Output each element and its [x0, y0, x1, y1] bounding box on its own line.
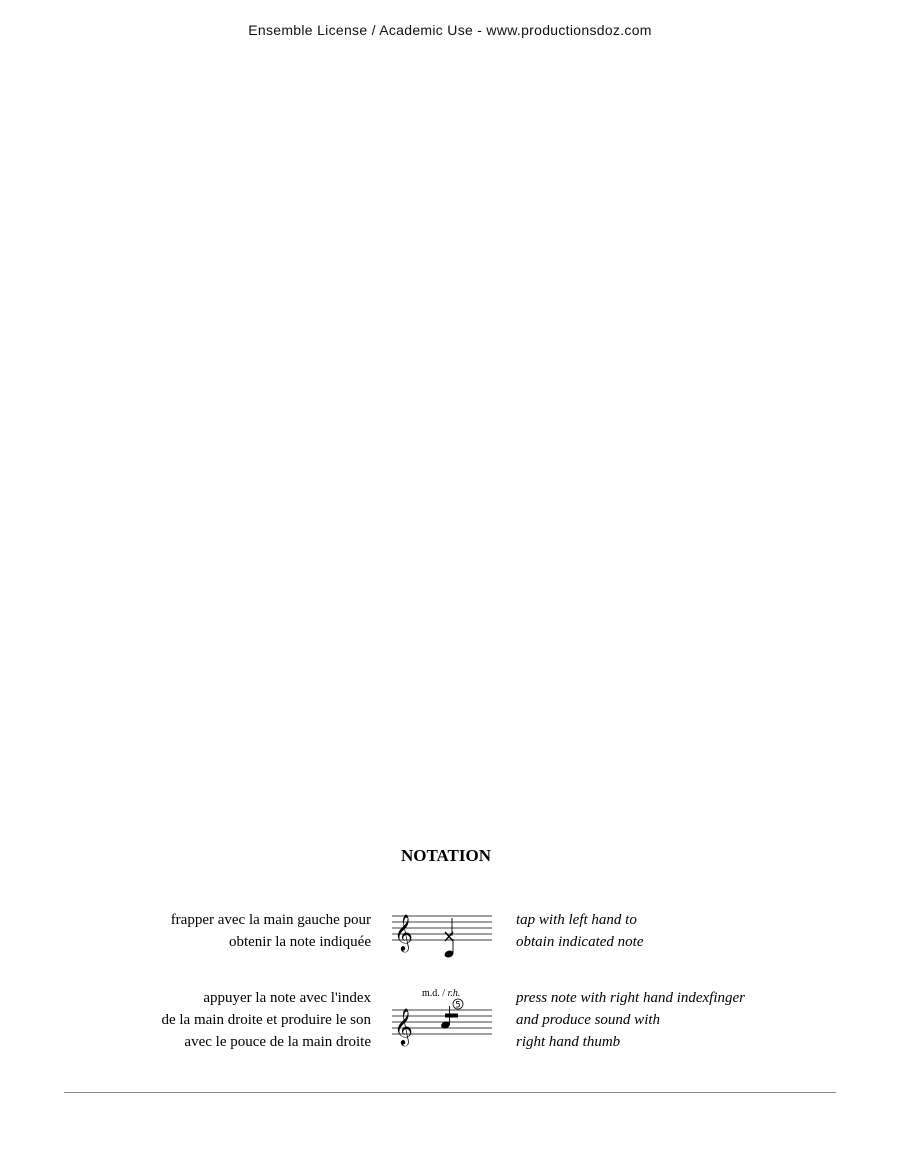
french-line: frapper avec la main gauche pour: [170, 912, 371, 928]
notation-item-2-french: [161, 987, 371, 1053]
english-line: and produce sound with: [516, 1012, 661, 1028]
footer-divider: [64, 1092, 836, 1093]
french-line: de la main droite et produire le son: [161, 1012, 371, 1028]
right-hand-annotation: m.d. / r.h.: [422, 988, 461, 999]
french-line: avec le pouce de la main droite: [184, 1034, 371, 1050]
french-line: obtenir la note indiquée: [228, 934, 371, 950]
english-line: press note with right hand indexfinger: [516, 990, 746, 1006]
english-line: obtain indicated note: [516, 934, 644, 950]
notation-item-2-english: [516, 987, 745, 1053]
treble-clef-icon: 𝄞: [394, 1007, 413, 1045]
english-line: right hand thumb: [516, 1034, 621, 1050]
staff-right-hand-index: [392, 985, 496, 1051]
notation-title: NOTATION: [400, 846, 492, 865]
notation-item-1-english: [516, 909, 643, 953]
fingering-5-icon: [453, 999, 463, 1011]
notation-item-1-french: [171, 909, 371, 953]
french-line: appuyer la note avec l'index: [203, 990, 371, 1006]
svg-text:5: 5: [455, 1000, 461, 1011]
treble-clef-icon: 𝄞: [394, 913, 413, 951]
page-header: Ensemble License / Academic Use - www.productionsdoz.com: [248, 22, 652, 38]
english-line: tap with left hand to: [516, 912, 637, 928]
staff-tap-left-hand: [392, 905, 496, 963]
x-notehead-icon: [444, 918, 455, 959]
